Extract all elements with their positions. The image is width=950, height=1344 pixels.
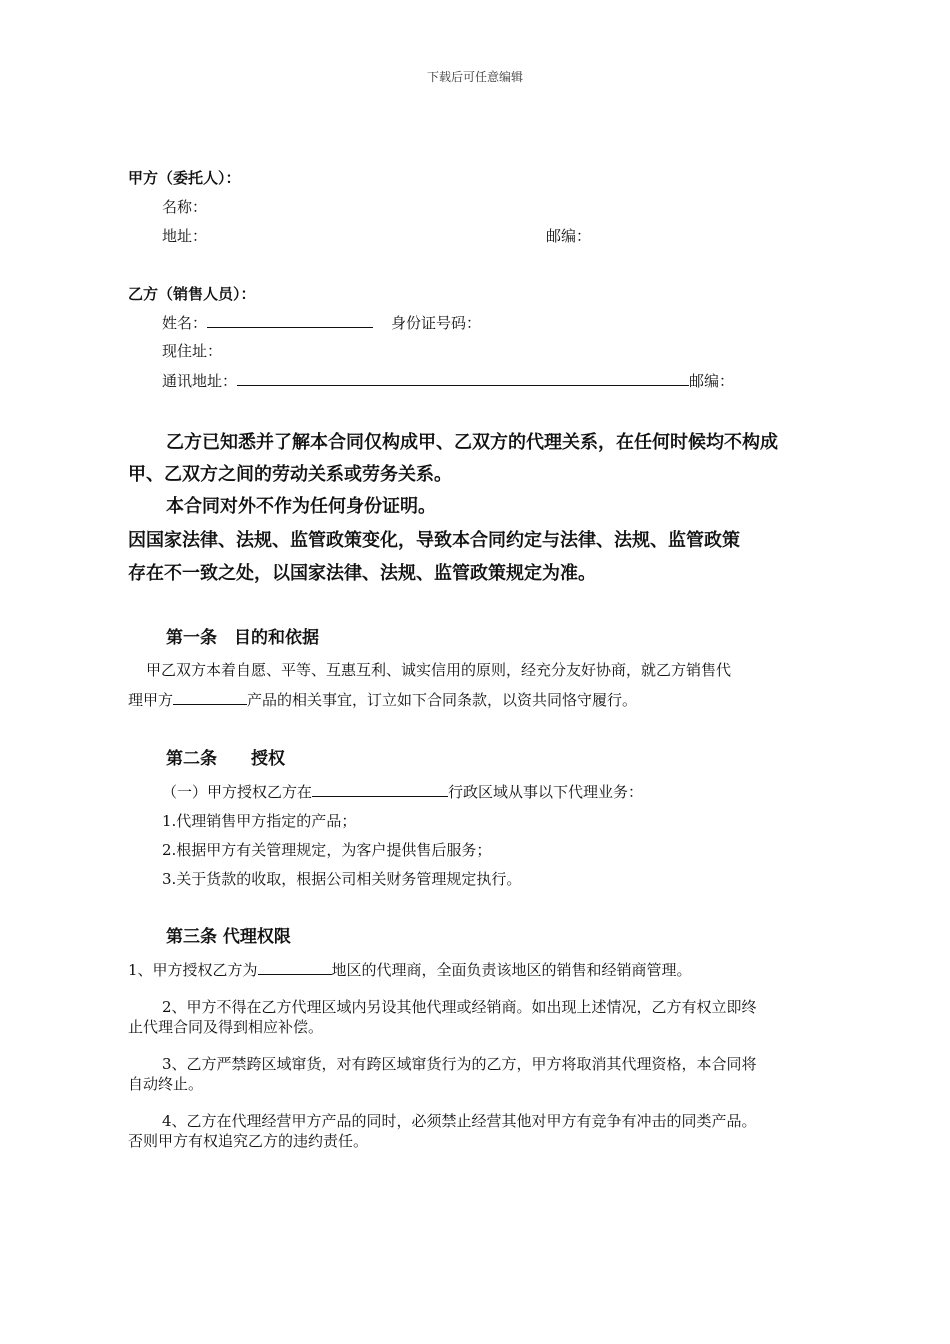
article-3-clause-3-line-2: 自动终止。 bbox=[128, 1075, 204, 1093]
party-b-name-row bbox=[162, 312, 481, 333]
party-a-name-label: 名称： bbox=[162, 198, 208, 216]
article-2-item-1: 1.代理销售甲方指定的产品； bbox=[162, 812, 357, 830]
notice-2: 本合同对外不作为任何身份证明。 bbox=[166, 496, 436, 517]
article-3-clause-1 bbox=[128, 959, 692, 980]
party-b-mail-address-label: 通讯地址： bbox=[162, 372, 238, 390]
article-3-clause-3-line-1: 3、乙方严禁跨区域窜货，对有跨区域窜货行为的乙方，甲方将取消其代理资格，本合同将 bbox=[162, 1055, 757, 1073]
notice-3-line-2: 存在不一致之处，以国家法律、法规、监管政策规定为准。 bbox=[128, 563, 596, 584]
party-b-mail-row bbox=[162, 370, 734, 391]
article-3-clause-2-line-2: 止代理合同及得到相应补偿。 bbox=[128, 1018, 324, 1036]
article-1-heading: 第一条 目的和依据 bbox=[166, 628, 319, 648]
party-b-id-label: 身份证号码： bbox=[391, 314, 482, 332]
article-2-heading: 第二条 授权 bbox=[166, 749, 285, 769]
article-3-clause-1-a: 1、甲方授权乙方为 bbox=[128, 961, 258, 979]
party-a-address-label: 地址： bbox=[162, 227, 208, 245]
article-1-line-1: 甲乙双方本着自愿、平等、互惠互利、诚实信用的原则，经充分友好协商，就乙方销售代 bbox=[146, 661, 732, 679]
party-b-residence-label: 现住址： bbox=[162, 342, 223, 360]
article-3-clause-4-line-1: 4、乙方在代理经营甲方产品的同时，必须禁止经营其他对甲方有竞争有冲击的同类产品。 bbox=[162, 1112, 757, 1130]
party-b-postcode-label: 邮编： bbox=[689, 372, 735, 390]
party-a-postcode-label: 邮编： bbox=[546, 227, 592, 245]
article-2-item-0-b: 行政区域从事以下代理业务： bbox=[448, 783, 644, 801]
article-3-heading: 第三条 代理权限 bbox=[166, 927, 291, 947]
notice-1-line-1: 乙方已知悉并了解本合同仅构成甲、乙双方的代理关系，在任何时候均不构成 bbox=[166, 432, 778, 453]
article-2-region-blank bbox=[312, 781, 448, 797]
notice-1-line-2: 甲、乙双方之间的劳动关系或劳务关系。 bbox=[128, 464, 452, 485]
article-1-text-a: 理甲方 bbox=[128, 691, 174, 709]
party-b-mail-address-blank bbox=[237, 370, 689, 386]
article-1-text-b: 产品的相关事宜，订立如下合同条款，以资共同恪守履行。 bbox=[247, 691, 638, 709]
party-a-title: 甲方（委托人）： bbox=[128, 169, 241, 187]
party-b-title: 乙方（销售人员）： bbox=[128, 285, 256, 303]
article-3-clause-4-line-2: 否则甲方有权追究乙方的违约责任。 bbox=[128, 1132, 369, 1150]
party-b-name-label: 姓名： bbox=[162, 314, 208, 332]
article-2-item-2: 2.根据甲方有关管理规定，为客户提供售后服务； bbox=[162, 841, 492, 859]
article-2-item-0-a: （一）甲方授权乙方在 bbox=[162, 783, 313, 801]
article-2-item-0 bbox=[162, 781, 643, 802]
notice-3-line-1: 因国家法律、法规、监管政策变化，导致本合同约定与法律、法规、监管政策 bbox=[128, 530, 740, 551]
article-1-line-2 bbox=[128, 689, 637, 710]
article-3-clause-1-b: 地区的代理商，全面负责该地区的销售和经销商管理。 bbox=[331, 961, 692, 979]
article-1-product-blank bbox=[173, 689, 247, 705]
article-2-item-3: 3.关于货款的收取，根据公司相关财务管理规定执行。 bbox=[162, 870, 522, 888]
article-3-region-blank bbox=[258, 959, 332, 975]
article-3-clause-2-line-1: 2、甲方不得在乙方代理区域内另设其他代理或经销商。如出现上述情况，乙方有权立即终 bbox=[162, 998, 757, 1016]
party-b-name-blank bbox=[207, 312, 373, 328]
page-header-note: 下载后可任意编辑 bbox=[426, 70, 523, 84]
